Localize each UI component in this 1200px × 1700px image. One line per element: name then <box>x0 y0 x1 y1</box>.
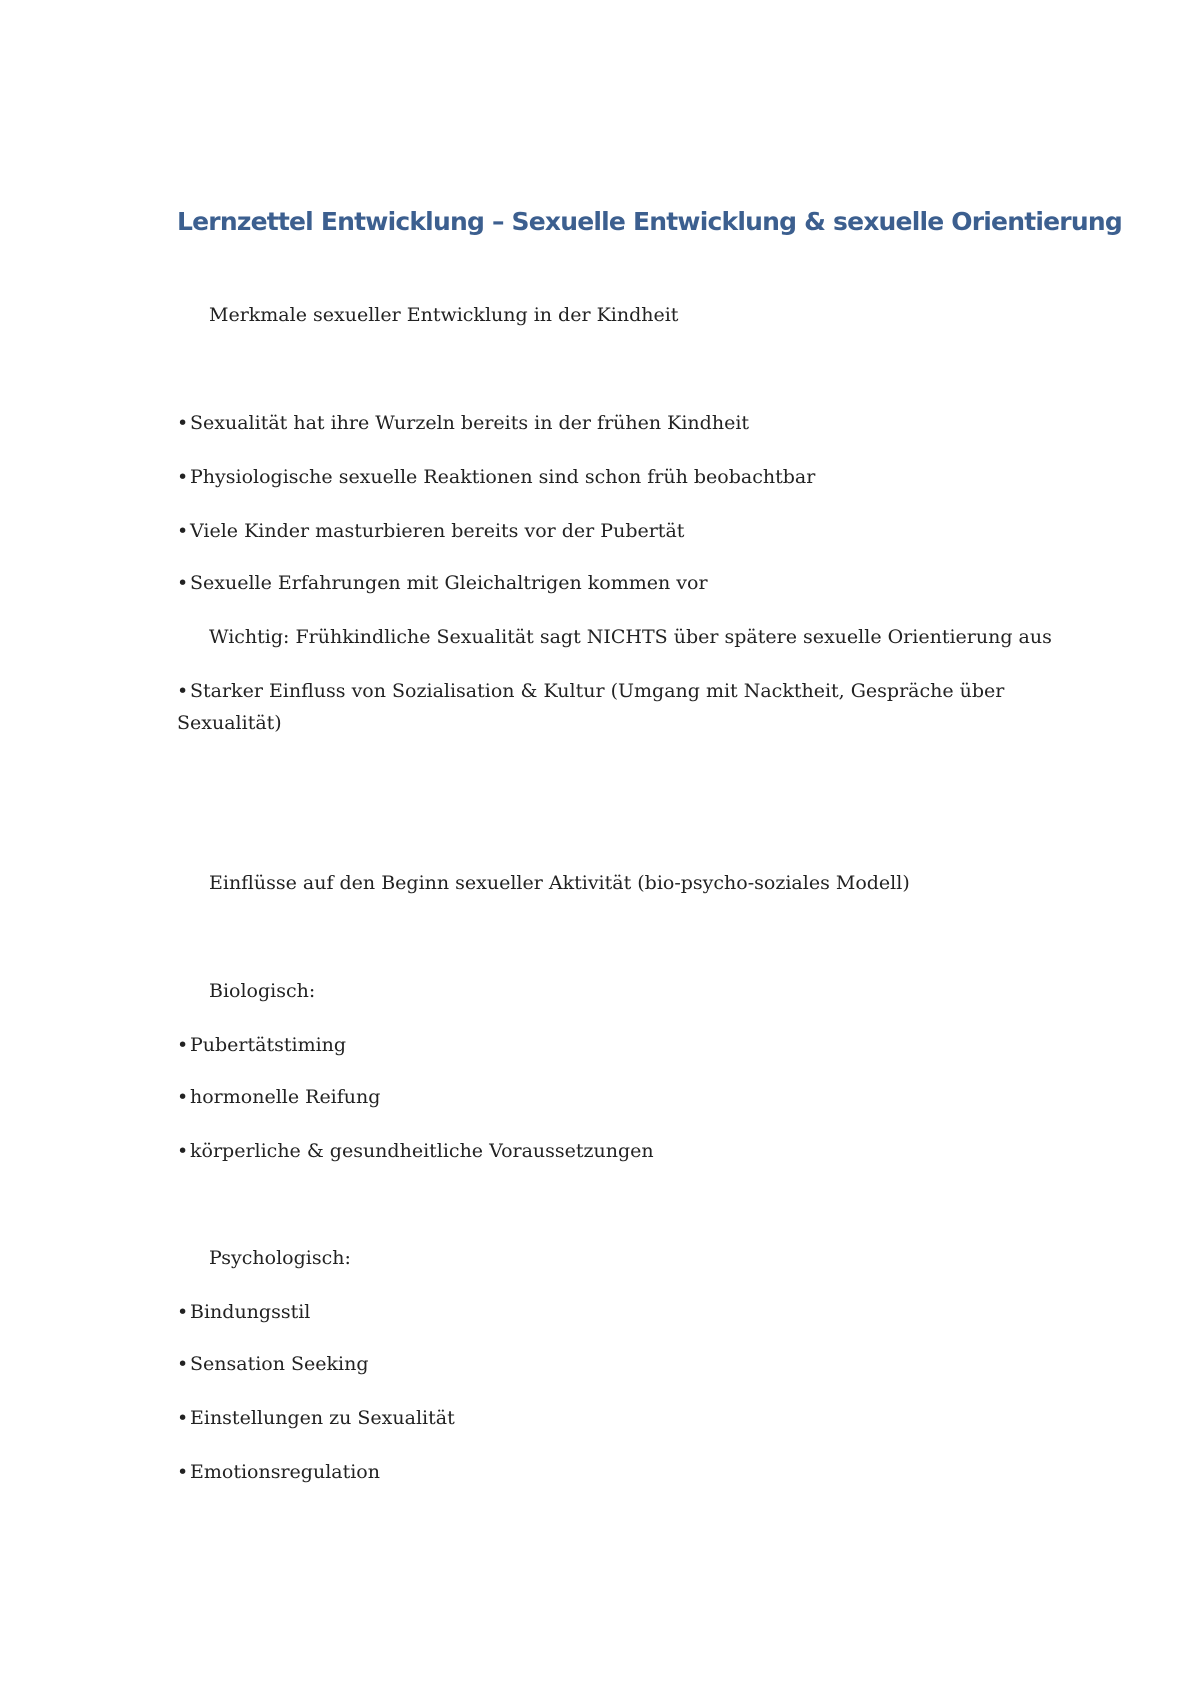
bullet-icon: • <box>177 680 189 702</box>
list-item <box>177 1348 369 1380</box>
bullet-icon: • <box>177 1353 189 1375</box>
bullet-icon: • <box>177 1301 189 1323</box>
bullet-icon: • <box>177 412 189 434</box>
list-item <box>177 461 815 493</box>
bullet-icon: • <box>177 520 189 542</box>
bullet-icon: • <box>177 1034 189 1056</box>
list-item-text: Sexuelle Erfahrungen mit Gleichaltrigen kommen vor <box>190 572 708 594</box>
bullet-icon: • <box>177 1086 189 1108</box>
list-item-text: Viele Kinder masturbieren bereits vor der Pubertät <box>190 520 685 542</box>
bullet-icon: • <box>177 1407 189 1429</box>
section2-heading: Einflüsse auf den Beginn sexueller Aktivität (bio-psycho-soziales Modell) <box>209 872 910 894</box>
document-title: Lernzettel Entwicklung – Sexuelle Entwicklung & sexuelle Orientierung <box>177 207 1122 236</box>
bullet-icon: • <box>177 1461 189 1483</box>
list-item-text: Pubertätstiming <box>190 1034 347 1056</box>
list-item-text: Bindungsstil <box>190 1301 311 1323</box>
list-item <box>177 407 749 439</box>
biological-label: Biologisch: <box>209 980 316 1002</box>
list-item <box>177 1029 346 1061</box>
list-item-text: Starker Einfluss von Sozialisation & Kultur (Umgang mit Nacktheit, Gespräche über Sexualität) <box>177 680 1005 734</box>
important-note: Wichtig: Frühkindliche Sexualität sagt NICHTS über spätere sexuelle Orientierung aus <box>209 626 1052 648</box>
bullet-icon: • <box>177 1140 189 1162</box>
list-item-text: Emotionsregulation <box>190 1461 380 1483</box>
bullet-icon: • <box>177 572 189 594</box>
list-item-text: Einstellungen zu Sexualität <box>190 1407 455 1429</box>
list-item <box>177 675 1037 739</box>
list-item <box>177 1081 380 1113</box>
list-item <box>177 1402 455 1434</box>
psychological-label: Psychologisch: <box>209 1247 351 1269</box>
list-item <box>177 1296 310 1328</box>
list-item <box>177 515 684 547</box>
list-item <box>177 1135 654 1167</box>
list-item-text: Sensation Seeking <box>190 1353 369 1375</box>
list-item-text: Sexualität hat ihre Wurzeln bereits in der frühen Kindheit <box>190 412 750 434</box>
list-item-text: körperliche & gesundheitliche Voraussetzungen <box>190 1140 654 1162</box>
section1-heading: Merkmale sexueller Entwicklung in der Kindheit <box>209 304 679 326</box>
list-item-text: Physiologische sexuelle Reaktionen sind schon früh beobachtbar <box>190 466 816 488</box>
list-item-text: hormonelle Reifung <box>190 1086 381 1108</box>
list-item <box>177 1456 380 1488</box>
list-item <box>177 567 708 599</box>
bullet-icon: • <box>177 466 189 488</box>
